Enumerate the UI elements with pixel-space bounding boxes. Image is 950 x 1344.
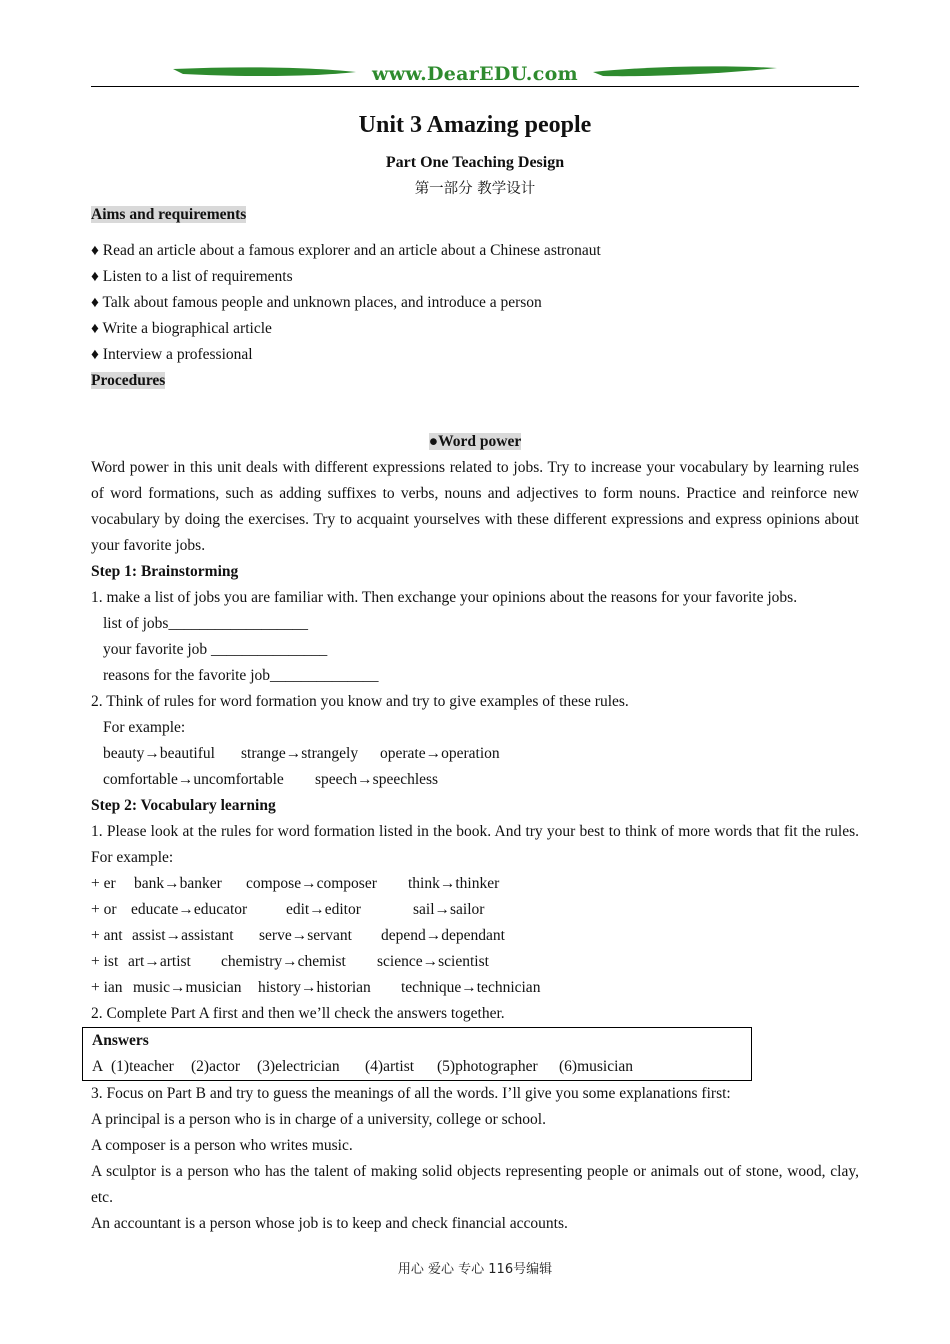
- rule-word: think→thinker: [408, 875, 500, 892]
- step2-item3: 3. Focus on Part B and try to guess the meanings of all the words. I’ll give you some explanations first:: [91, 1085, 731, 1102]
- rule-word: music→musician: [133, 979, 242, 996]
- diamond-bullet-icon: ♦: [91, 268, 99, 285]
- step2-item2: 2. Complete Part A first and then we’ll check the answers together.: [91, 1005, 505, 1022]
- answer-item: (4)artist: [365, 1058, 415, 1075]
- aims-item: ♦ Read an article about a famous explorer and an article about a Chinese astronaut: [91, 242, 601, 259]
- suffix-label: + or: [91, 901, 117, 918]
- word-power-heading-row: [91, 429, 859, 455]
- aims-item: ♦ Write a biographical article: [91, 320, 272, 337]
- rule-word: history→historian: [258, 979, 371, 996]
- answer-item: (6)musician: [559, 1058, 634, 1075]
- suffix-rule-row: [91, 949, 859, 975]
- answers-row: [92, 1054, 751, 1080]
- diamond-bullet-icon: ♦: [91, 346, 99, 363]
- definition: A sculptor is a person who has the talent of making solid objects representing people or animals out of stone, wood, clay, etc.: [91, 1163, 859, 1206]
- definition: An accountant is a person whose job is to keep and check financial accounts.: [91, 1215, 568, 1232]
- aims-item: ♦ Listen to a list of requirements: [91, 268, 293, 285]
- rule-word: depend→dependant: [381, 927, 505, 944]
- site-logo: www.DearEDU.com: [372, 63, 578, 85]
- document-body: [91, 108, 859, 1237]
- example-word: strange→strangely: [241, 745, 359, 762]
- example-row: [91, 767, 859, 793]
- rule-word: technique→technician: [401, 979, 541, 996]
- rule-word: sail→sailor: [413, 901, 485, 918]
- rule-word: assist→assistant: [132, 927, 234, 944]
- answer-part-label: A: [92, 1058, 104, 1075]
- page-title: Unit 3 Amazing people: [358, 112, 592, 138]
- step1-heading: Step 1: Brainstorming: [91, 563, 239, 580]
- answers-heading: Answers: [92, 1032, 149, 1049]
- suffix-label: + ist: [91, 953, 119, 970]
- diamond-bullet-icon: ♦: [91, 294, 99, 311]
- answer-item: (2)actor: [191, 1058, 241, 1075]
- page-footer: 用心 爱心 专心 116号编辑: [397, 1262, 553, 1277]
- example-word: operate→operation: [380, 745, 500, 762]
- example-label: For example:: [103, 719, 186, 736]
- step2-heading: Step 2: Vocabulary learning: [91, 797, 276, 814]
- rule-word: serve→servant: [259, 927, 352, 944]
- rule-word: compose→composer: [246, 875, 377, 892]
- header-rule: [91, 86, 859, 87]
- answers-box: [82, 1027, 752, 1081]
- diamond-bullet-icon: ♦: [91, 320, 99, 337]
- suffix-rule-row: [91, 871, 859, 897]
- procedures-heading: Procedures: [91, 372, 166, 389]
- example-word: speech→speechless: [315, 771, 439, 788]
- rule-word: bank→banker: [134, 875, 222, 892]
- rule-word: educate→educator: [131, 901, 248, 918]
- answer-item: (1)teacher: [111, 1058, 174, 1075]
- blank-favorite-job: your favorite job _______________: [103, 641, 328, 658]
- suffix-label: + er: [91, 875, 116, 892]
- procedures-heading-row: [91, 368, 859, 394]
- suffix-rule-row: [91, 923, 859, 949]
- definition: A composer is a person who writes music.: [91, 1137, 353, 1154]
- answer-item: (5)photographer: [437, 1058, 538, 1075]
- aims-heading-row: [91, 202, 859, 228]
- rule-word: edit→editor: [286, 901, 361, 918]
- blank-list-of-jobs: list of jobs__________________: [103, 615, 308, 632]
- suffix-rule-row: [91, 897, 859, 923]
- definition: A principal is a person who is in charge of a university, college or school.: [91, 1111, 546, 1128]
- aims-item: ♦ Talk about famous people and unknown places, and introduce a person: [91, 294, 542, 311]
- suffix-rule-row: [91, 975, 859, 1001]
- example-word: comfortable→uncomfortable: [103, 771, 284, 788]
- step1-item2: 2. Think of rules for word formation you know and try to give examples of these rules.: [91, 693, 629, 710]
- answer-item: (3)electrician: [257, 1058, 340, 1075]
- rule-word: science→scientist: [377, 953, 489, 970]
- example-word: beauty→beautiful: [103, 745, 215, 762]
- step2-item1: 1. Please look at the rules for word formation listed in the book. And try your best to think of more words that fit the rules. For example:: [91, 823, 859, 866]
- aims-item: ♦ Interview a professional: [91, 346, 253, 363]
- word-power-heading: ●Word power: [428, 433, 522, 450]
- suffix-label: + ant: [91, 927, 123, 944]
- aims-heading: Aims and requirements: [91, 206, 247, 223]
- word-power-intro: Word power in this unit deals with different expressions related to jobs. Try to increase your vocabulary by learning rules of word formations, such as adding suffixes to verbs, nouns and adjectives to form nouns. Practice and reinforce new vocabulary by doing the exercises. Try to acquaint yourselves with these different expressions and express opinions about your favorite jobs.: [91, 459, 859, 554]
- suffix-label: + ian: [91, 979, 123, 996]
- rule-word: art→artist: [128, 953, 191, 970]
- diamond-bullet-icon: ♦: [91, 242, 99, 259]
- part-subtitle: Part One Teaching Design: [385, 154, 565, 171]
- part-subtitle-chinese: 第一部分 教学设计: [414, 181, 536, 197]
- blank-reasons: reasons for the favorite job______________: [103, 667, 379, 684]
- rule-word: chemistry→chemist: [221, 953, 346, 970]
- example-row: [91, 741, 859, 767]
- step1-item1: 1. make a list of jobs you are familiar with. Then exchange your opinions about the reasons for your favorite jobs.: [91, 589, 798, 606]
- page-header: [91, 60, 859, 90]
